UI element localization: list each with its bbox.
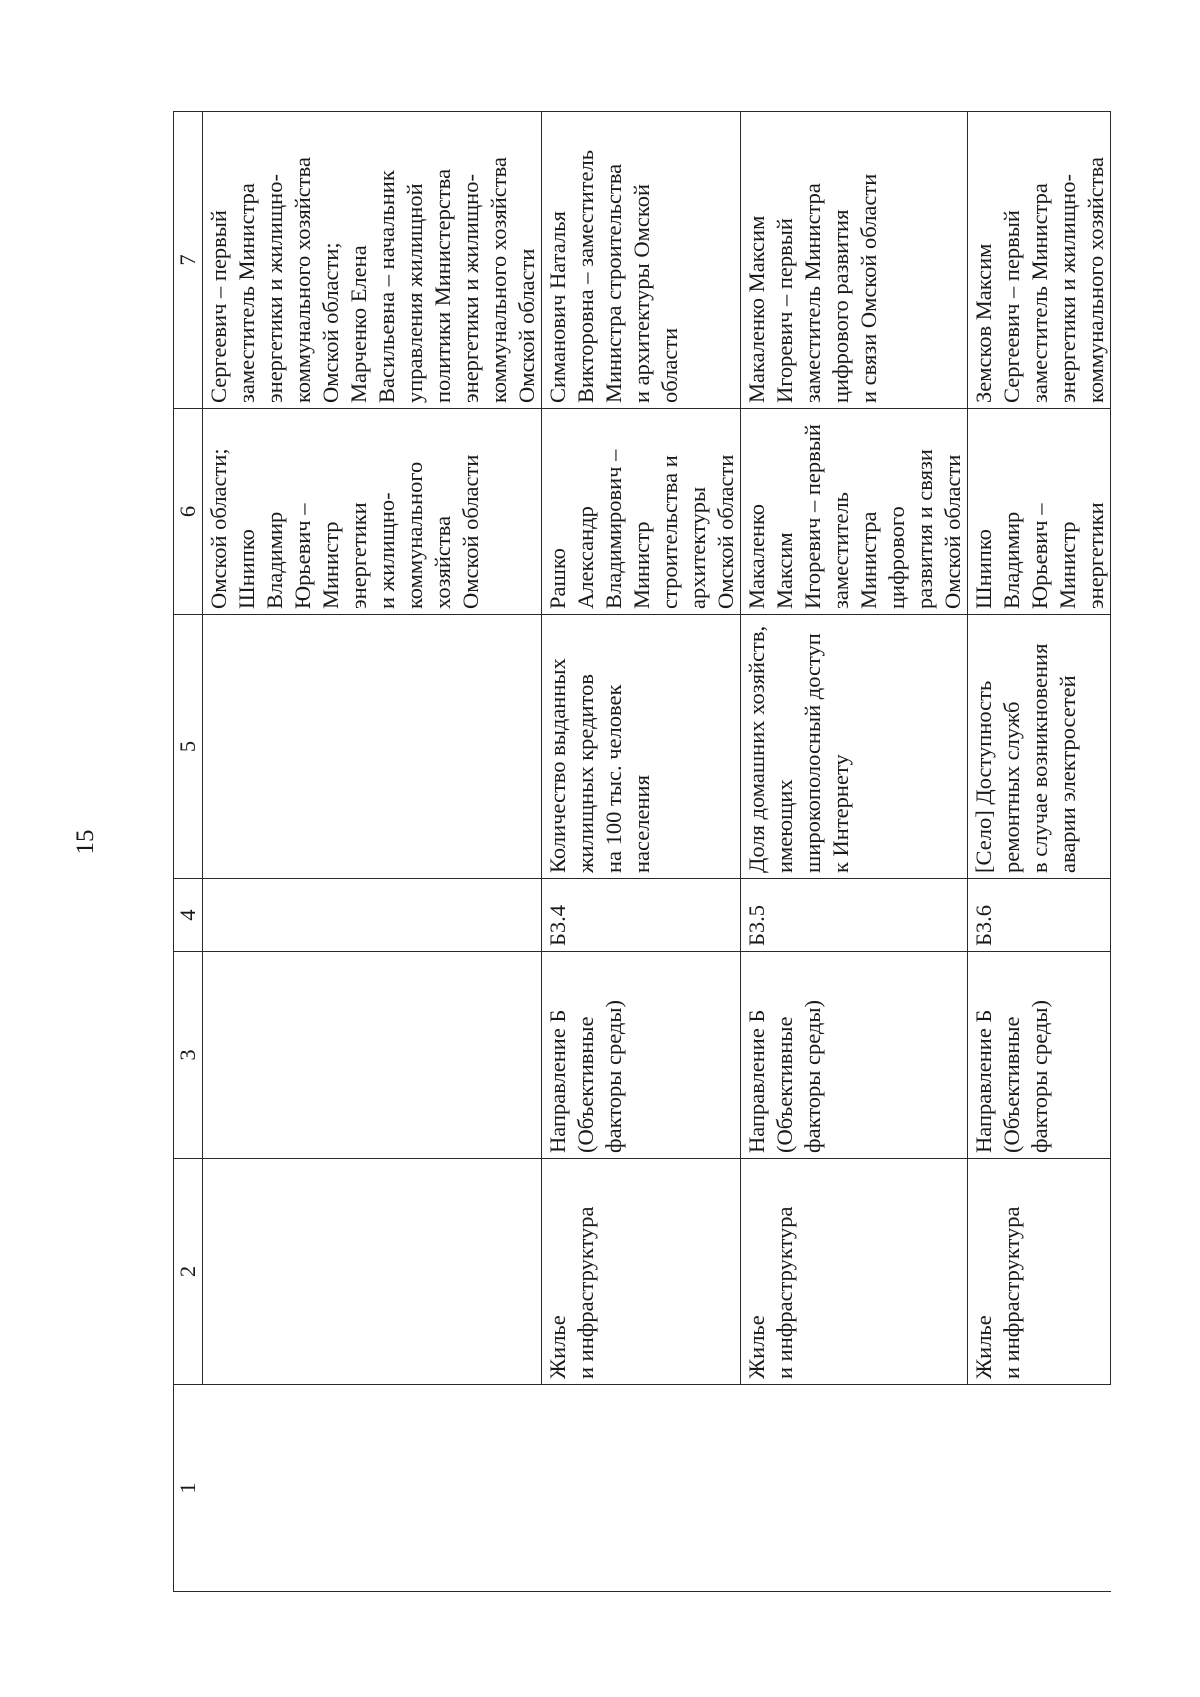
row-cell-sphere: Жилье и инфраструктура	[968, 1159, 1111, 1385]
header-cell-7: 7	[174, 112, 203, 409]
row-cell-number	[542, 1385, 741, 1592]
row-cell-code: Б3.4	[542, 879, 741, 952]
header-cell-5: 5	[174, 615, 203, 879]
row-cell-indicator: [Село] Доступность ремонтных служб в случае возникновения аварии электросетей	[968, 615, 1111, 879]
row-cell-direction	[203, 952, 542, 1159]
row-cell-number	[741, 1385, 968, 1592]
row-cell-executors: Сергеевич – первый заместитель Министра энергетики и жилищно- коммунального хозяйства Омской области; Марченко Елена Васильевна – начальник управления жилищной политики Министерства энергетики и жилищно- коммунального хозяйства Омской области	[203, 112, 542, 409]
row-cell-code: Б3.5	[741, 879, 968, 952]
row-cell-direction: Направление Б (Объективные факторы среды)	[968, 952, 1111, 1159]
row-cell-executors: Симанович Наталья Викторовна – заместитель Министра строительства и архитектуры Омской области	[542, 112, 741, 409]
row-cell-sphere	[203, 1159, 542, 1385]
row-cell-sphere: Жилье и инфраструктура	[542, 1159, 741, 1385]
row-cell-executors: Макаленко Максим Игоревич – первый заместитель Министра цифрового развития и связи Омской области	[741, 112, 968, 409]
row-cell-number	[203, 1385, 542, 1592]
row-cell-indicator: Количество выданных жилищных кредитов на 100 тыс. человек населения	[542, 615, 741, 879]
page-number: 15	[72, 829, 99, 855]
row-cell-direction: Направление Б (Объективные факторы среды)	[542, 952, 741, 1159]
rotated-table-container	[173, 112, 1108, 1592]
row-cell-executors: Земсков Максим Сергеевич – первый заместитель Министра энергетики и жилищно- коммунального хозяйства	[968, 112, 1111, 409]
table-row	[542, 112, 741, 1592]
row-cell-responsible: Рашко Александр Владимирович – Министр строительства и архитектуры Омской области	[542, 409, 741, 615]
indicators-table	[173, 111, 1111, 1592]
table-row	[968, 112, 1111, 1592]
table-header-row	[174, 112, 203, 1592]
header-cell-3: 3	[174, 952, 203, 1159]
row-cell-responsible: Омской области; Шнипко Владимир Юрьевич – Министр энергетики и жилищно- коммунального хозяйства Омской области	[203, 409, 542, 615]
header-cell-2: 2	[174, 1159, 203, 1385]
row-cell-sphere: Жилье и инфраструктура	[741, 1159, 968, 1385]
row-cell-number	[968, 1385, 1111, 1592]
header-cell-4: 4	[174, 879, 203, 952]
row-cell-code: Б3.6	[968, 879, 1111, 952]
row-cell-responsible: Макаленко Максим Игоревич – первый заместитель Министра цифрового развития и связи Омской области	[741, 409, 968, 615]
row-cell-code	[203, 879, 542, 952]
row-cell-indicator: Доля домашних хозяйств, имеющих широкополосный доступ к Интернету	[741, 615, 968, 879]
table-row	[203, 112, 542, 1592]
header-cell-1: 1	[174, 1385, 203, 1592]
row-cell-indicator	[203, 615, 542, 879]
table-row	[741, 112, 968, 1592]
row-cell-direction: Направление Б (Объективные факторы среды)	[741, 952, 968, 1159]
header-cell-6: 6	[174, 409, 203, 615]
row-cell-responsible: Шнипко Владимир Юрьевич – Министр энергетики	[968, 409, 1111, 615]
